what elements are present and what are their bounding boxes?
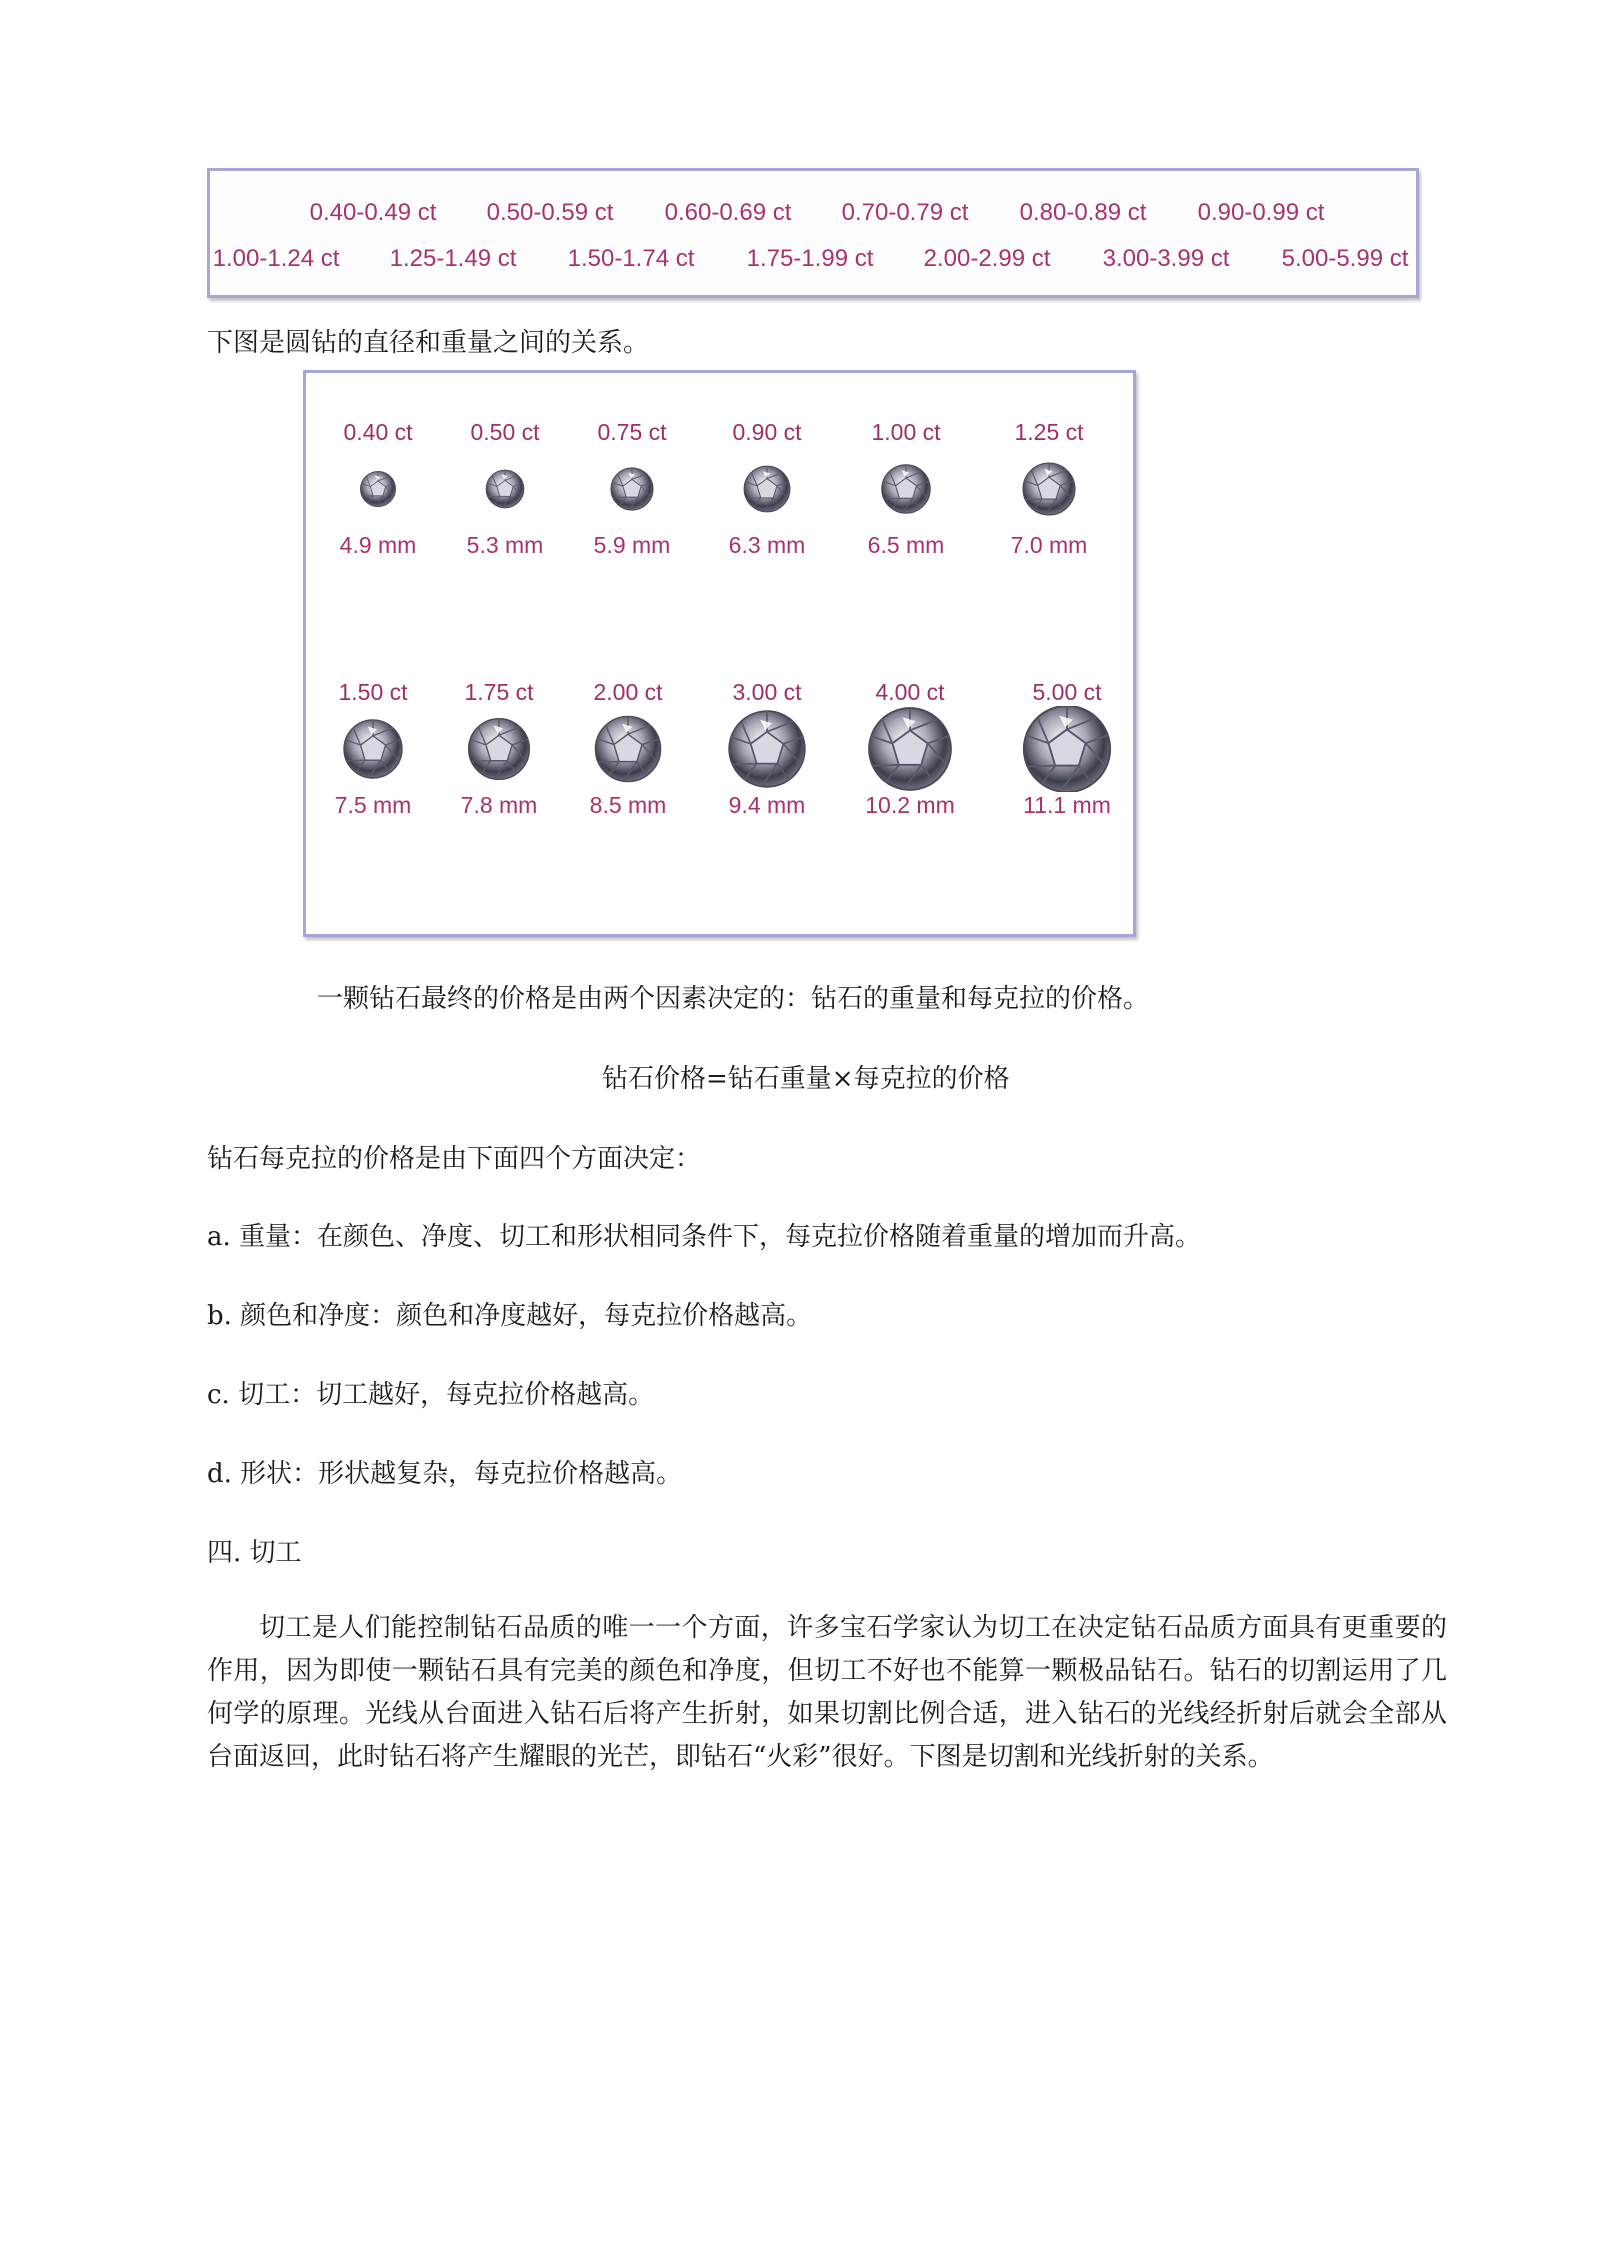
carat-range-label: 5.00-5.99 ct bbox=[1281, 245, 1409, 272]
price-intro: 一颗钻石最终的价格是由两个因素决定的：钻石的重量和每克拉的价格。 bbox=[317, 984, 1150, 1014]
diamond-icon bbox=[855, 706, 965, 792]
cut-paragraph: 切工是人们能控制钻石品质的唯一一个方面，许多宝石学家认为切工在决定钻石品质方面具有更重要的作用，因为即使一颗钻石具有完美的颜色和净度，但切工不好也不能算一颗极品钻石。钻石的切割运用了几何学的原理。光线从台面进入钻石后将产生折射，如果切割比例合适，进入钻石的光线经折射后就会全部从台面返回，此时钻石将产生耀眼的光芒，即钻石“火彩”很好。下图是切割和光线折射的关系。 bbox=[207, 1613, 1447, 1772]
carat-range-label: 0.40-0.49 ct bbox=[309, 199, 437, 226]
diamond-size-item bbox=[313, 419, 443, 559]
diamond-icon bbox=[577, 446, 687, 532]
factor-b: b. 颜色和净度：颜色和净度越好，每克拉价格越高。 bbox=[207, 1301, 813, 1331]
carat-range-row-2 bbox=[210, 239, 1416, 279]
diamond-carat-label: 3.00 ct bbox=[732, 679, 802, 705]
diamond-size-item bbox=[440, 419, 570, 559]
diamond-carat-label: 5.00 ct bbox=[1032, 679, 1102, 705]
diamond-size-item bbox=[845, 679, 975, 819]
diamond-icon bbox=[318, 706, 428, 792]
carat-range-label: 3.00-3.99 ct bbox=[1102, 245, 1230, 272]
diamond-size-item bbox=[984, 419, 1114, 559]
diamond-icon bbox=[573, 706, 683, 792]
carat-range-figure bbox=[207, 168, 1419, 298]
carat-range-label: 1.50-1.74 ct bbox=[567, 245, 695, 272]
diamond-size-item bbox=[702, 419, 832, 559]
diamond-size-item bbox=[308, 679, 438, 819]
diamond-size-item bbox=[434, 679, 564, 819]
diamond-size-item bbox=[563, 679, 693, 819]
diamond-size-item bbox=[841, 419, 971, 559]
diamond-icon bbox=[444, 706, 554, 792]
carat-range-label: 1.00-1.24 ct bbox=[212, 245, 340, 272]
diamond-carat-label: 0.90 ct bbox=[732, 419, 802, 445]
diamond-diameter-label: 9.4 mm bbox=[728, 792, 806, 818]
diamond-carat-label: 4.00 ct bbox=[875, 679, 945, 705]
price-formula: 钻石价格=钻石重量×每克拉的价格 bbox=[602, 1064, 1010, 1094]
diamond-carat-label: 0.40 ct bbox=[343, 419, 413, 445]
diamond-size-item bbox=[702, 679, 832, 819]
diamond-diameter-label: 4.9 mm bbox=[339, 532, 417, 558]
diamond-diameter-label: 5.3 mm bbox=[466, 532, 544, 558]
carat-range-label: 0.50-0.59 ct bbox=[486, 199, 614, 226]
diamond-icon bbox=[450, 446, 560, 532]
diamond-carat-label: 1.50 ct bbox=[338, 679, 408, 705]
caption-diameter-weight: 下图是圆钻的直径和重量之间的关系。 bbox=[207, 328, 650, 358]
diamond-size-item bbox=[1002, 679, 1132, 819]
diamond-diameter-label: 10.2 mm bbox=[865, 792, 955, 818]
diamond-icon bbox=[1012, 706, 1122, 792]
diamond-carat-label: 1.00 ct bbox=[871, 419, 941, 445]
carat-range-label: 0.60-0.69 ct bbox=[664, 199, 792, 226]
diamond-diameter-label: 5.9 mm bbox=[593, 532, 671, 558]
section-heading: 四. 切工 bbox=[207, 1538, 302, 1568]
carat-range-row-1 bbox=[210, 193, 1416, 233]
diamond-icon bbox=[323, 446, 433, 532]
diamond-size-item bbox=[567, 419, 697, 559]
diamond-icon bbox=[851, 446, 961, 532]
diamond-diameter-label: 8.5 mm bbox=[589, 792, 667, 818]
diamond-carat-label: 1.75 ct bbox=[464, 679, 534, 705]
factor-c: c. 切工：切工越好，每克拉价格越高。 bbox=[207, 1380, 655, 1410]
diamond-diameter-label: 7.0 mm bbox=[1010, 532, 1088, 558]
carat-range-label: 0.70-0.79 ct bbox=[841, 199, 969, 226]
diamond-carat-label: 0.50 ct bbox=[470, 419, 540, 445]
diamond-carat-label: 0.75 ct bbox=[597, 419, 667, 445]
diamond-carat-label: 2.00 ct bbox=[593, 679, 663, 705]
diamond-icon bbox=[712, 446, 822, 532]
diamond-diameter-label: 7.5 mm bbox=[334, 792, 412, 818]
per-carat-intro: 钻石每克拉的价格是由下面四个方面决定： bbox=[207, 1144, 702, 1174]
diamond-icon bbox=[994, 446, 1104, 532]
diamond-diameter-label: 7.8 mm bbox=[460, 792, 538, 818]
carat-range-label: 0.80-0.89 ct bbox=[1019, 199, 1147, 226]
diamond-diameter-label: 11.1 mm bbox=[1023, 792, 1111, 818]
diamond-carat-label: 1.25 ct bbox=[1014, 419, 1084, 445]
carat-range-label: 0.90-0.99 ct bbox=[1197, 199, 1325, 226]
diamond-diameter-label: 6.3 mm bbox=[728, 532, 806, 558]
factor-a: a. 重量：在颜色、净度、切工和形状相同条件下，每克拉价格随着重量的增加而升高。 bbox=[207, 1222, 1202, 1252]
diamond-size-chart bbox=[303, 370, 1136, 937]
carat-range-label: 1.25-1.49 ct bbox=[389, 245, 517, 272]
diamond-diameter-label: 6.5 mm bbox=[867, 532, 945, 558]
factor-d: d. 形状：形状越复杂，每克拉价格越高。 bbox=[207, 1459, 683, 1489]
carat-range-label: 1.75-1.99 ct bbox=[746, 245, 874, 272]
diamond-icon bbox=[712, 706, 822, 792]
carat-range-label: 2.00-2.99 ct bbox=[923, 245, 1051, 272]
